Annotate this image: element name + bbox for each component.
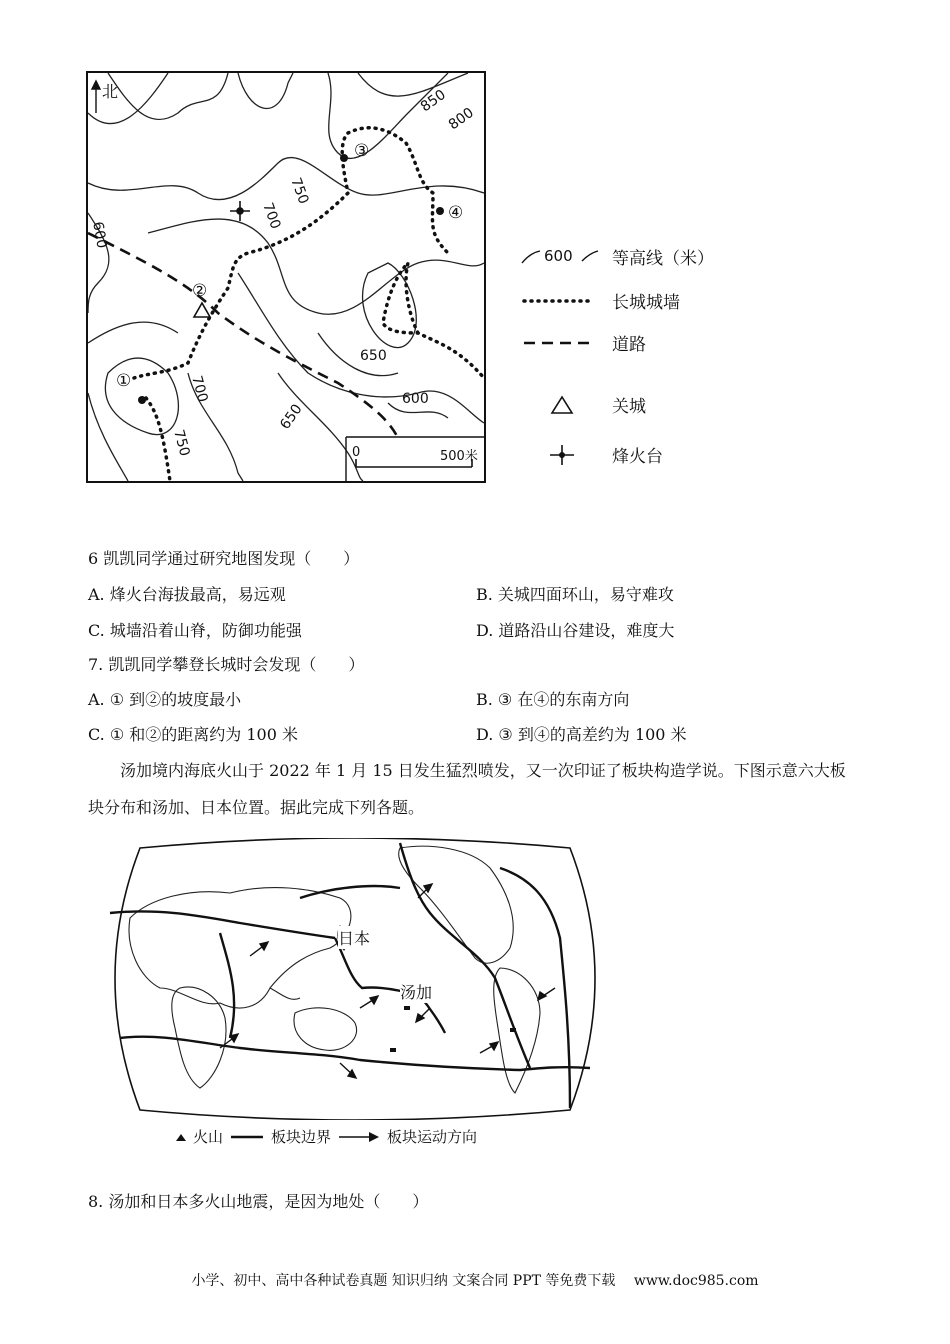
plate-map — [100, 838, 610, 1120]
marker-1: ① — [116, 371, 132, 391]
road-line — [88, 233, 398, 438]
legend-beacon-label: 烽火台 — [612, 447, 663, 467]
point-1-dot — [138, 396, 146, 404]
contour-label-600-lower: 600 — [402, 391, 429, 407]
contour-label-600-left: 600 — [89, 220, 110, 250]
legend-contour — [520, 244, 714, 269]
contour-label-850: 850 — [417, 86, 449, 116]
legend-contour-sample: 600 — [544, 247, 573, 265]
legend-volcano-label: 火山 — [193, 1128, 224, 1146]
legend-road — [520, 330, 646, 355]
volcano-icon — [175, 1132, 187, 1142]
legend-wall-label: 长城城墙 — [612, 293, 680, 313]
great-wall-line — [134, 128, 484, 481]
contour-label-650-lower: 650 — [277, 401, 306, 433]
q7-option-b: B. ③ 在④的东南方向 — [476, 690, 630, 709]
road-sample-icon — [520, 331, 600, 355]
point-4-dot — [436, 207, 444, 215]
arrow-right-icon — [337, 1131, 381, 1143]
marker-3: ③ — [354, 141, 370, 161]
q6-option-a: A. 烽火台海拔最高，易远观 — [88, 585, 286, 604]
contour-map — [86, 71, 486, 483]
beacon-tower-icon — [230, 201, 250, 221]
contour-label-700: 700 — [259, 200, 284, 232]
legend-road-label: 道路 — [612, 335, 646, 355]
legend-boundary-label: 板块边界 — [271, 1128, 332, 1146]
q6-option-c: C. 城墙沿着山脊，防御功能强 — [88, 621, 302, 640]
legend-wall — [520, 288, 680, 313]
q7-option-c: C. ① 和②的距离约为 100 米 — [88, 725, 298, 744]
pass-triangle-icon — [194, 303, 210, 317]
marker-2: ② — [192, 281, 208, 301]
plate-map-drawing — [100, 838, 610, 1120]
q7-option-a: A. ① 到②的坡度最小 — [88, 690, 242, 709]
plate-legend — [175, 1126, 477, 1147]
scale-zero: 0 — [352, 445, 361, 460]
contour-label-700-lower: 700 — [188, 374, 211, 404]
contour-label-650-right: 650 — [360, 348, 387, 364]
legend-direction-label: 板块运动方向 — [387, 1128, 478, 1146]
boundary-line-icon — [229, 1132, 265, 1142]
north-arrow-icon — [92, 81, 100, 113]
map-legend — [520, 238, 780, 478]
contour-label-800: 800 — [445, 104, 477, 134]
q7-stem: 7. 凯凯同学攀登长城时会发现（ ） — [88, 655, 365, 674]
pass-sample-icon — [520, 393, 600, 417]
legend-pass-label: 关城 — [612, 397, 646, 417]
beacon-sample-icon — [520, 443, 600, 467]
legend-pass — [520, 392, 646, 417]
contour-label-750: 750 — [287, 175, 312, 207]
label-japan: 日本 — [338, 926, 370, 949]
passage-line-2: 块分布和汤加、日本位置。据此完成下列各题。 — [88, 798, 425, 817]
q6-option-b: B. 关城四面环山，易守难攻 — [476, 585, 674, 604]
wall-sample-icon — [520, 289, 600, 313]
page-footer: 小学、初中、高中各种试卷真题 知识归纳 文案合同 PPT 等免费下载 www.doc985.com — [191, 1273, 759, 1289]
q8-stem: 8. 汤加和日本多火山地震，是因为地处（ ） — [88, 1192, 429, 1211]
legend-contour-label: 等高线（米） — [612, 249, 714, 269]
scale-end: 500米 — [440, 449, 478, 464]
passage-line-1: 汤加境内海底火山于 2022 年 1 月 15 日发生猛烈喷发，又一次印证了板块构造学说。下图示意六大板 — [120, 761, 846, 780]
q6-stem: 6 凯凯同学通过研究地图发现（ ） — [88, 549, 360, 568]
label-tonga: 汤加 — [400, 980, 432, 1003]
point-3-dot — [340, 154, 348, 162]
q6-option-d: D. 道路沿山谷建设，难度大 — [476, 621, 675, 640]
legend-beacon — [520, 442, 663, 467]
contour-label-750-lower: 750 — [170, 428, 193, 458]
marker-4: ④ — [448, 203, 464, 223]
north-label: 北 — [102, 82, 119, 101]
q7-option-d: D. ③ 到④的高差约为 100 米 — [476, 725, 687, 744]
